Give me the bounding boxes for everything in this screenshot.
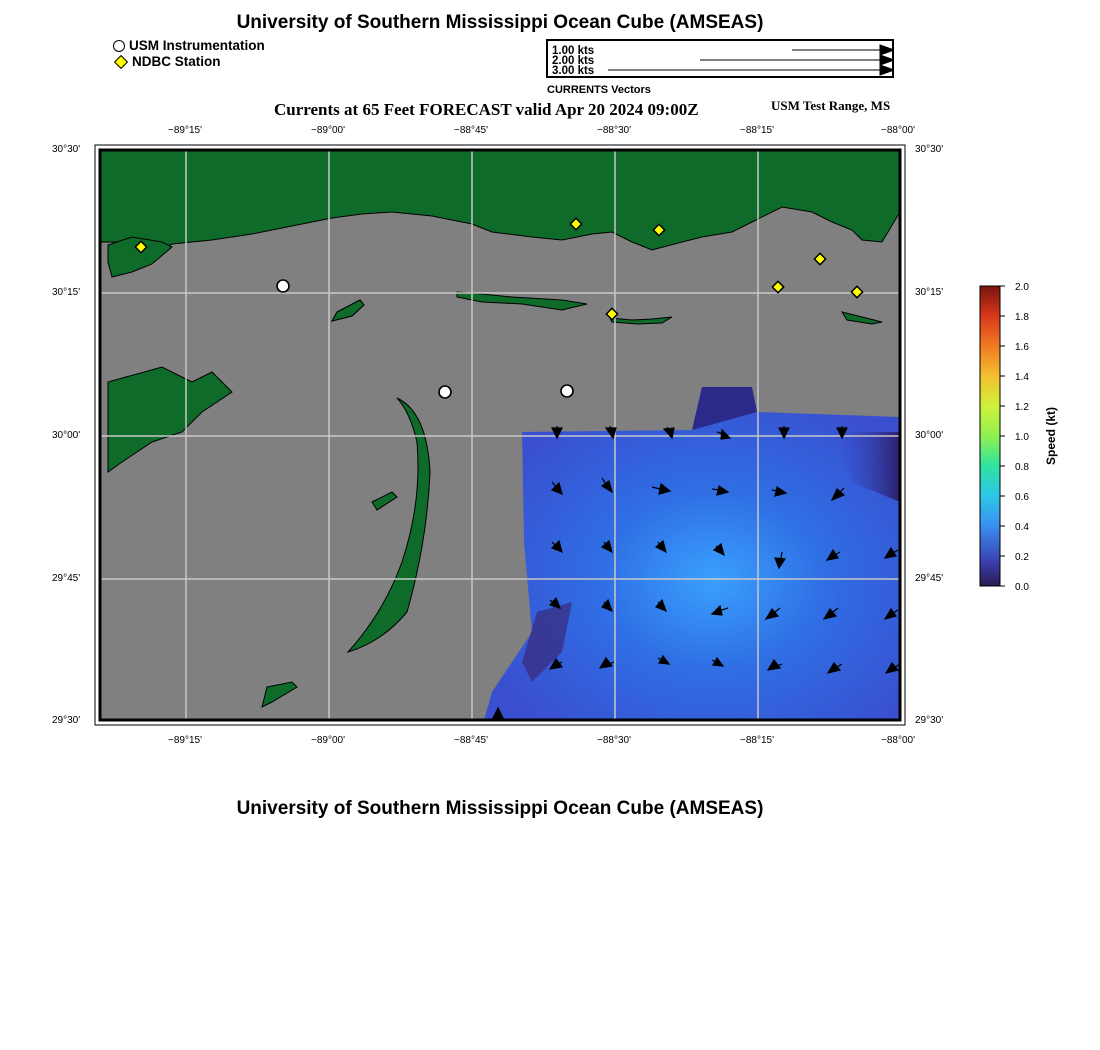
lon-tick-bottom: −88°15' — [740, 735, 774, 746]
vector-key — [546, 39, 894, 78]
colorbar-tick: 2.0 — [1015, 282, 1029, 293]
colorbar-tick: 1.2 — [1015, 402, 1029, 413]
usm-instrument-marker — [561, 385, 573, 397]
lon-tick-top: −89°00' — [311, 125, 345, 136]
colorbar-label: Speed (kt) — [1044, 406, 1058, 466]
lon-tick-bottom: −88°00' — [881, 735, 915, 746]
speed-colorbar — [975, 280, 1075, 595]
lat-tick-left: 30°30' — [52, 144, 81, 155]
legend-ndbc — [113, 54, 265, 69]
lon-tick-bottom: −89°15' — [168, 735, 202, 746]
lat-tick-left: 29°45' — [52, 573, 81, 584]
lon-tick-top: −88°15' — [740, 125, 774, 136]
usm-circle-icon — [113, 40, 125, 52]
legend-usm — [113, 38, 265, 53]
colorbar-ramp — [980, 286, 1000, 586]
lat-tick-left: 30°15' — [52, 287, 81, 298]
lon-tick-top: −88°30' — [597, 125, 631, 136]
lat-tick-right: 30°15' — [915, 287, 944, 298]
lon-tick-top: −88°45' — [454, 125, 488, 136]
map-subtitle: Currents at 65 Feet FORECAST valid Apr 20 2024 09:00Z — [274, 100, 699, 119]
vector-key-label-3: 3.00 kts — [552, 65, 595, 77]
lat-tick-right: 30°00' — [915, 430, 944, 441]
usm-instrument-marker — [277, 280, 289, 292]
lat-tick-right: 29°30' — [915, 715, 944, 726]
colorbar-tick: 0.2 — [1015, 552, 1029, 563]
page-title: University of Southern Mississippi Ocean Cube (AMSEAS) — [236, 12, 764, 33]
usm-instrument-marker — [439, 386, 451, 398]
region-label: USM Test Range, MS — [771, 98, 891, 113]
colorbar-tick: 1.0 — [1015, 432, 1029, 443]
vector-key-label-2: 2.00 kts — [552, 55, 595, 67]
current-map — [92, 142, 910, 730]
colorbar-tick: 1.6 — [1015, 342, 1029, 353]
colorbar-tick: 0.4 — [1015, 522, 1029, 533]
vector-key-arrows — [548, 41, 892, 76]
vector-key-caption: CURRENTS Vectors — [547, 84, 651, 96]
colorbar-tick: 1.8 — [1015, 312, 1029, 323]
ndbc-diamond-icon — [114, 54, 128, 68]
legend-ndbc-label: NDBC Station — [132, 54, 221, 69]
lon-tick-top: −89°15' — [168, 125, 202, 136]
vector-key-label-1: 1.00 kts — [552, 45, 595, 57]
colorbar-tick: 0.6 — [1015, 492, 1029, 503]
lat-tick-left: 29°30' — [52, 715, 81, 726]
lon-tick-bottom: −89°00' — [311, 735, 345, 746]
lon-tick-bottom: −88°30' — [597, 735, 631, 746]
legend-usm-label: USM Instrumentation — [129, 38, 265, 53]
lat-tick-right: 29°45' — [915, 573, 944, 584]
marker-legend — [113, 38, 265, 69]
colorbar-tick: 1.4 — [1015, 372, 1029, 383]
colorbar-tick: 0.0 — [1015, 582, 1029, 593]
lon-tick-top: −88°00' — [881, 125, 915, 136]
lon-tick-bottom: −88°45' — [454, 735, 488, 746]
lat-tick-left: 30°00' — [52, 430, 81, 441]
footer-title: University of Southern Mississippi Ocean Cube (AMSEAS) — [236, 798, 764, 819]
lat-tick-right: 30°30' — [915, 144, 944, 155]
colorbar-tick: 0.8 — [1015, 462, 1029, 473]
